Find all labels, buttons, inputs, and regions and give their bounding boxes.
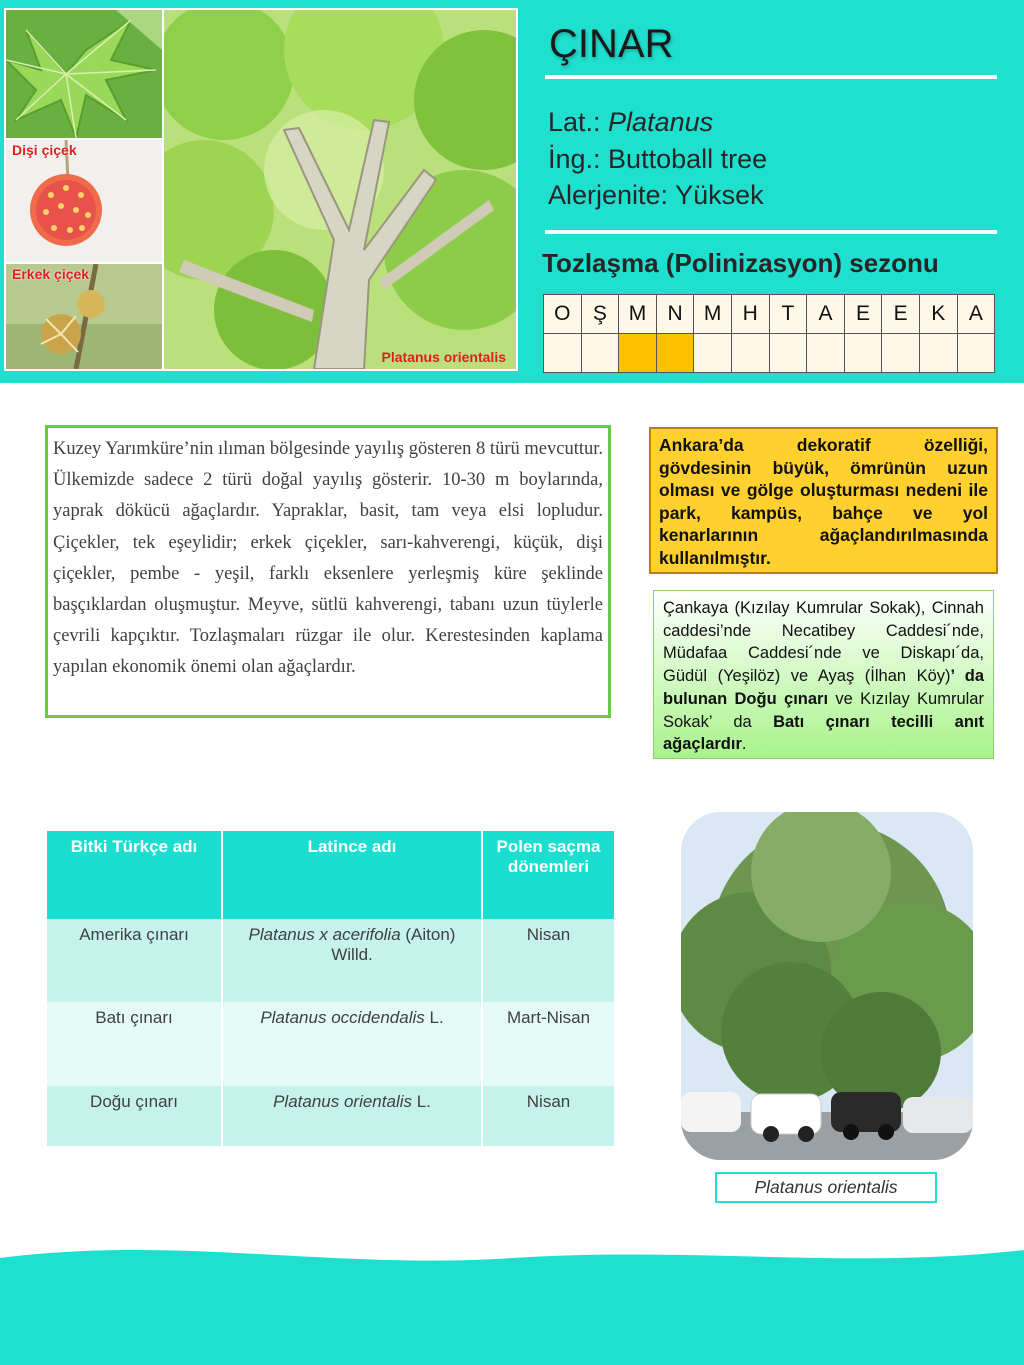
month-label: A	[807, 295, 845, 334]
month-label: Ş	[581, 295, 619, 334]
cell-pollen-period: Mart-Nisan	[482, 1002, 614, 1086]
latin-italic: Platanus x acerifolia	[248, 925, 401, 944]
cell-turkish-name: Amerika çınarı	[47, 919, 222, 1002]
month-label: E	[844, 295, 882, 334]
page-title: ÇINAR	[549, 22, 674, 66]
monument-trees-note	[653, 590, 994, 759]
header-pollen-period: Polen saçma dönemleri	[482, 831, 614, 919]
female-flower-label: Dişi çiçek	[12, 142, 77, 158]
cell-turkish-name: Doğu çınarı	[47, 1086, 222, 1146]
month-cell	[544, 334, 582, 373]
female-flower-thumbnail	[6, 140, 162, 262]
header-latin-name: Latince adı	[222, 831, 482, 919]
month-cell	[844, 334, 882, 373]
month-label: E	[882, 295, 920, 334]
monument-text-2: ’ da bulunan	[663, 667, 985, 708]
tree-photo-caption: Platanus orientalis	[715, 1172, 937, 1203]
monument-bold-west: Batı çınarı tecilli anıt ağaçlardır	[663, 712, 984, 754]
monument-bold-east: Doğu çınarı	[734, 689, 829, 708]
month-cell	[581, 334, 619, 373]
latin-name-line	[548, 107, 713, 138]
title-divider	[545, 75, 997, 79]
latin-authority: (Aiton) Willd.	[331, 925, 456, 964]
monument-text-3: ve Kızılay Kumrular Sokak’ da	[663, 689, 984, 731]
cell-pollen-period: Nisan	[482, 919, 614, 1002]
latin-authority: L.	[424, 1008, 444, 1027]
canopy-photo	[164, 10, 516, 369]
photo-collage	[4, 8, 518, 371]
month-cell	[731, 334, 769, 373]
tree-photo	[681, 812, 973, 1160]
month-label: N	[656, 295, 694, 334]
month-cell	[694, 334, 732, 373]
table-row	[47, 919, 614, 1002]
latin-italic: Platanus occidendalis	[260, 1008, 425, 1027]
table-row	[47, 1002, 614, 1086]
month-label: O	[544, 295, 582, 334]
pollination-calendar	[543, 294, 995, 373]
footer-wave	[0, 1240, 1024, 1365]
description-text: Kuzey Yarımküre’nin ılıman bölgesinde yayılış gösteren 8 türü mevcuttur. Ülkemizde sadece 2 türü doğal yayılış gösterir. 10-30 m boylarında, yaprak dökücü ağaçlardır. Yapraklar, basit, tam veya elsi lopludur. Çiçekler, tek eşeylidir; erkek çiçekler, sarı-kahverengi, küçük, dişi çiçekler, pembe - yeşil, farklı eksenlere yerleşmiş küre şeklinde başçıklardan oluşmuştur. Meyve, sütlü kahverengi, tabanı uzun tüylerle çevrili kapçıktır. Tozlaşmaları rüzgar ile olur. Kerestesinden kaplama yapılan ekonomik önemi olan ağaçlardır.	[53, 439, 603, 678]
month-cell-active	[619, 334, 657, 373]
month-label: M	[694, 295, 732, 334]
species-table	[47, 831, 614, 1146]
pollination-season-title: Tozlaşma (Polinizasyon) sezonu	[542, 248, 939, 278]
species-table-header	[47, 831, 614, 919]
cell-pollen-period: Nisan	[482, 1086, 614, 1146]
month-cell	[919, 334, 957, 373]
month-label: K	[919, 295, 957, 334]
english-name-line: İng.: Buttoball tree	[548, 144, 768, 174]
month-cell	[957, 334, 995, 373]
month-label: H	[731, 295, 769, 334]
month-cell	[882, 334, 920, 373]
month-labels-row	[544, 295, 995, 334]
male-flower-label: Erkek çiçek	[12, 266, 90, 282]
latin-genus: Platanus	[608, 107, 714, 137]
month-label: A	[957, 295, 995, 334]
header-turkish-name: Bitki Türkçe adı	[47, 831, 222, 919]
monument-text-1: Çankaya (Kızılay Kumrular Sokak), Cinnah caddesi’nde Necatibey Caddesi´nde, Müdafaa Caddesi´nde ve Diskapı´da, Güdül (Yeşilöz) ve Ayaş (İlhan Köy)	[663, 599, 984, 686]
cell-latin-name	[222, 1086, 482, 1146]
cell-latin-name	[222, 1002, 482, 1086]
cell-latin-name	[222, 919, 482, 1002]
month-cell	[807, 334, 845, 373]
male-flower-thumbnail	[6, 264, 162, 369]
latin-prefix: Lat.:	[548, 107, 609, 137]
monument-text-4: .	[741, 735, 747, 754]
month-fill-row	[544, 334, 995, 373]
info-divider	[545, 230, 997, 234]
month-label: T	[769, 295, 807, 334]
month-label: M	[619, 295, 657, 334]
month-cell	[769, 334, 807, 373]
ankara-usage-note: Ankara’da dekoratif özelliği, gövdesinin büyük, ömrünün uzun olması ve gölge oluşturması nedeni ile park, kampüs, bahçe ve yol kenarlarının ağaçlandırılmasında kullanılmıştır.	[649, 427, 998, 574]
latin-italic: Platanus orientalis	[273, 1092, 412, 1111]
description-box	[45, 425, 611, 718]
month-cell-active	[656, 334, 694, 373]
leaf-thumbnail	[6, 10, 162, 138]
cell-turkish-name: Batı çınarı	[47, 1002, 222, 1086]
allergenicity-line: Alerjenite: Yüksek	[548, 180, 764, 210]
canopy-caption: Platanus orientalis	[381, 349, 506, 365]
latin-authority: L.	[412, 1092, 431, 1111]
table-row	[47, 1086, 614, 1146]
